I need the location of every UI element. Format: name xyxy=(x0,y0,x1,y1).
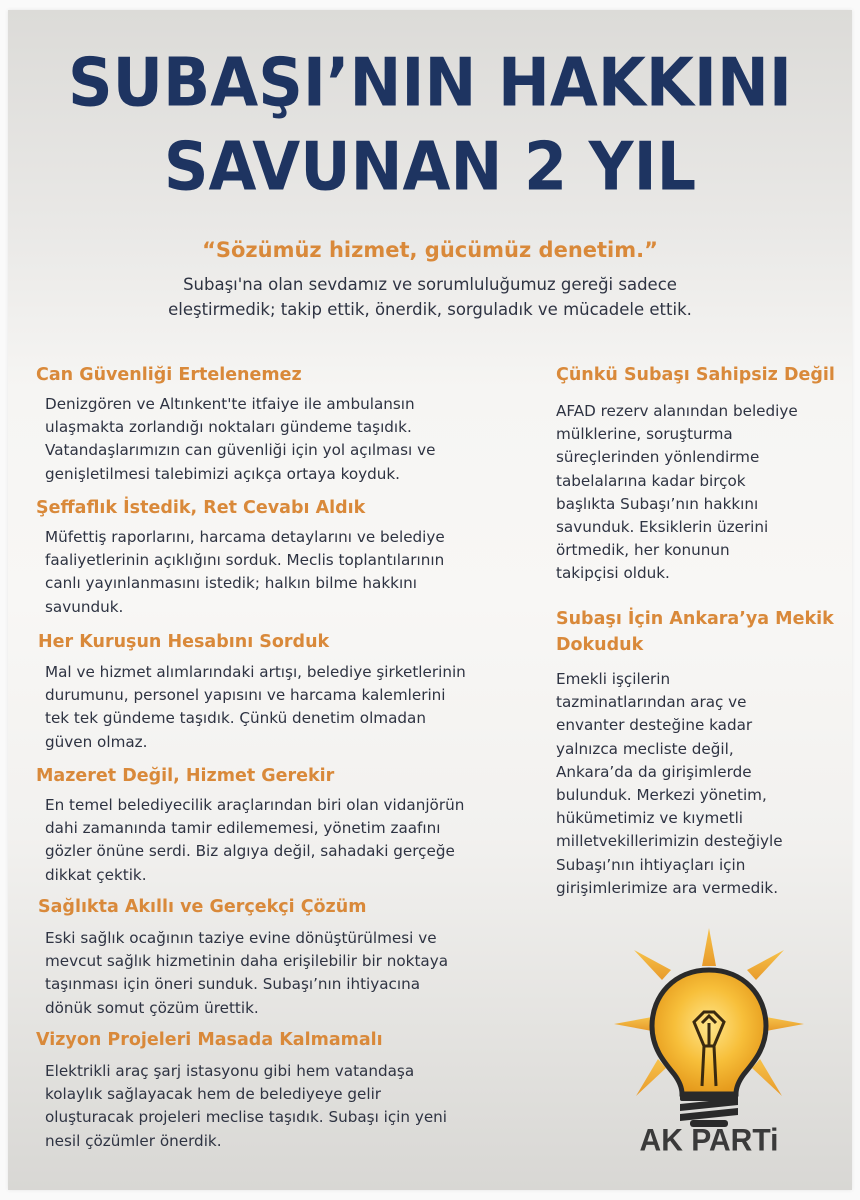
body-line: faaliyetlerinin açıklığını sorduk. Meclis toplantılarının xyxy=(45,551,445,570)
section-body xyxy=(45,661,466,754)
party-name: AK PARTi xyxy=(639,1123,779,1158)
section-heading: Çünkü Subaşı Sahipsiz Değil xyxy=(556,365,835,385)
section-body xyxy=(45,927,448,1020)
body-line: Elektrikli araç şarj istasyonu gibi hem vatandaşa xyxy=(45,1062,415,1080)
body-line: takipçisi olduk. xyxy=(556,564,670,583)
heading-line: Dokuduk xyxy=(556,635,644,655)
body-line: tek tek gündeme taşıdık. Çünkü denetim olmadan xyxy=(45,709,426,728)
slogan-quote: “Sözümüz hizmet, gücümüz denetim.” xyxy=(202,238,658,262)
section-heading xyxy=(556,606,834,658)
body-line: Müfettiş raporlarını, harcama detaylarını ve belediye xyxy=(45,528,445,546)
body-line: bulunduk. Merkezi yönetim, xyxy=(556,786,767,805)
heading-line: Subaşı İçin Ankara’ya Mekik xyxy=(556,609,834,629)
body-line: yalnızca mecliste değil, xyxy=(556,739,734,758)
body-line: savunduk. Eksiklerin üzerini xyxy=(556,518,769,537)
body-line: AFAD rezerv alanından belediye xyxy=(556,402,798,420)
body-line: genişletilmesi talebimizi açıkça ortaya koyduk. xyxy=(45,464,401,483)
body-line: mülklerine, soruşturma xyxy=(556,425,733,444)
body-line: kolaylık sağlayacak hem de belediyeye gelir xyxy=(45,1085,382,1104)
body-line: Mal ve hizmet alımlarındaki artışı, belediye şirketlerinin xyxy=(45,663,466,681)
body-line: dönük somut çözüm ürettik. xyxy=(45,998,259,1017)
section-heading: Vizyon Projeleri Masada Kalmamalı xyxy=(36,1030,383,1050)
body-line: gözler önüne serdi. Biz algıya değil, sahadaki gerçeğe xyxy=(45,842,455,861)
section-heading: Şeffaflık İstedik, Ret Cevabı Aldık xyxy=(36,498,366,518)
page-title-line-2: SAVUNAN 2 YIL xyxy=(163,127,697,206)
body-line: güven olmaz. xyxy=(45,732,148,751)
body-line: envanter desteğine kadar xyxy=(556,716,753,735)
body-line: ulaşmakta zorlandığı noktaları gündeme taşıdık. xyxy=(45,418,412,437)
body-line: oluşturacak projeleri meclise taşıdık. Subaşı için yeni xyxy=(45,1108,448,1127)
intro-line: eleştirmedik; takip ettik, önerdik, sorguladık ve mücadele ettik. xyxy=(168,300,692,319)
section-body xyxy=(45,393,435,486)
body-line: canlı yayınlanmasını istedik; halkın bilme hakkını xyxy=(45,574,418,593)
section-body xyxy=(556,400,798,586)
body-line: Vatandaşlarımızın can güvenliği için yol açılması ve xyxy=(45,441,436,460)
body-line: başlıkta Subaşı’nın hakkını xyxy=(556,494,759,513)
body-line: mevcut sağlık hizmetinin daha erişilebilir bir noktaya xyxy=(45,952,449,971)
body-line: dikkat çektik. xyxy=(45,865,147,884)
section-body xyxy=(45,794,464,887)
body-line: dahi zamanında tamir edilememesi, yönetim zaafını xyxy=(45,819,441,838)
lightbulb-icon xyxy=(614,928,804,1128)
body-line: savunduk. xyxy=(45,597,124,616)
body-line: girişimlerimize ara vermedik. xyxy=(556,878,779,897)
section-heading: Her Kuruşun Hesabını Sorduk xyxy=(38,632,330,652)
body-line: Emekli işçilerin xyxy=(556,670,671,688)
section-body xyxy=(45,1060,447,1153)
body-line: Eski sağlık ocağının taziye evine dönüştürülmesi ve xyxy=(45,929,437,947)
bulb-base xyxy=(680,1094,738,1127)
section-heading: Mazeret Değil, Hizmet Gerekir xyxy=(36,766,335,786)
body-line: örtmedik, her konunun xyxy=(556,541,730,560)
body-line: tabelalarına kadar birçok xyxy=(556,471,746,490)
poster xyxy=(8,10,852,1190)
intro-line: Subaşı'na olan sevdamız ve sorumluluğumuz gereği sadece xyxy=(183,275,677,294)
body-line: Subaşı’nın ihtiyaçları için xyxy=(556,855,746,874)
body-line: Ankara’da da girişimlerde xyxy=(556,762,752,781)
body-line: durumunu, personel yapısını ve harcama kalemlerini xyxy=(45,686,446,705)
body-line: taşınması için öneri sunduk. Subaşı’nın ihtiyacına xyxy=(45,975,421,994)
ak-parti-logo xyxy=(614,928,804,1178)
section-heading: Can Güvenliği Ertelenemez xyxy=(36,365,302,385)
body-line: tazminatlarından araç ve xyxy=(556,693,747,712)
body-line: süreçlerinden yönlendirme xyxy=(556,448,760,467)
body-line: hükümetimiz ve kıymetli xyxy=(556,809,744,828)
intro-text xyxy=(8,272,852,322)
body-line: nesil çözümler önerdik. xyxy=(45,1131,222,1150)
section-body xyxy=(556,668,783,900)
section-body xyxy=(45,526,445,619)
section-heading: Sağlıkta Akıllı ve Gerçekçi Çözüm xyxy=(38,897,367,917)
body-line: Denizgören ve Altınkent'te itfaiye ile ambulansın xyxy=(45,395,415,413)
page-title-line-1: SUBAŞI’NIN HAKKINI xyxy=(68,43,792,122)
body-line: milletvekillerimizin desteğiyle xyxy=(556,832,783,851)
body-line: En temel belediyecilik araçlarından biri olan vidanjörün xyxy=(45,796,465,814)
